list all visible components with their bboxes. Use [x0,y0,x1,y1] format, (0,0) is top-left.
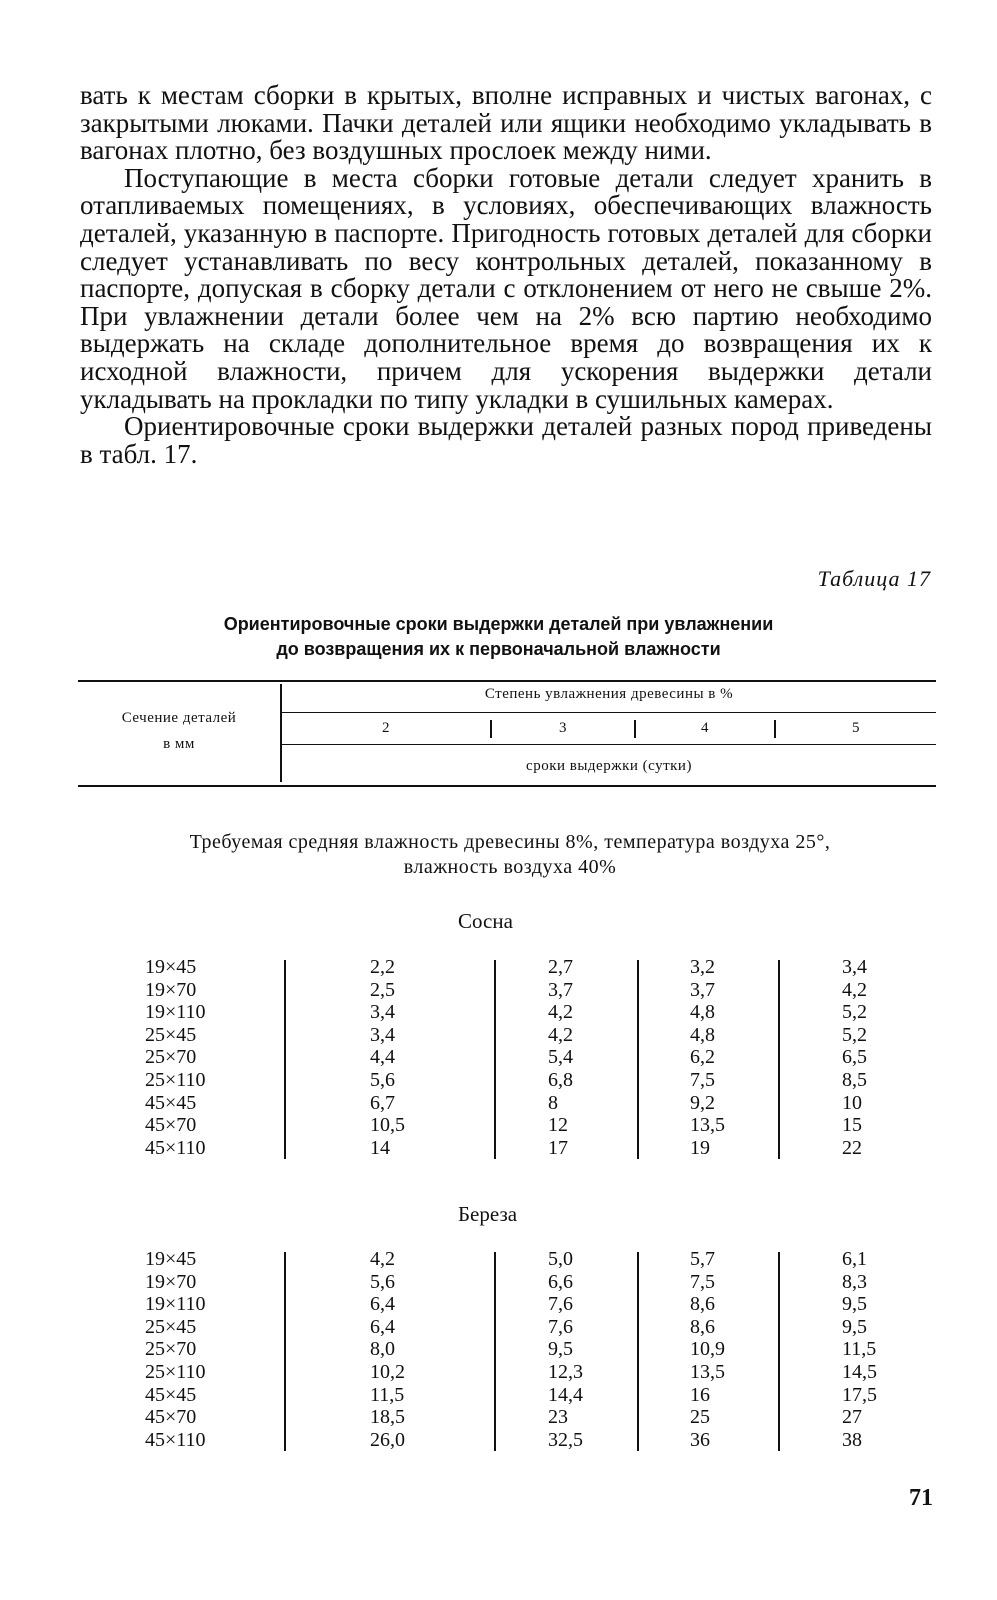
value-cell: 10,9 [690,1338,725,1361]
table-row [0,1248,997,1271]
table-row [0,956,997,979]
table-row [0,979,997,1002]
table-title-line: Ориентировочные сроки выдержки деталей при увлажнении [223,614,774,634]
terms-label: сроки выдержки (сутки) [526,758,692,774]
table-label: Таблица 17 [817,566,931,591]
table-title-line: до возвращения их к первоначальной влажности [276,639,721,659]
column-divider [284,960,286,1159]
table-row [0,1429,997,1452]
value-cell: 5,6 [370,1270,395,1293]
value-cell: 32,5 [548,1428,583,1451]
section-label: в мм [163,736,195,752]
table-row [0,1137,997,1160]
value-cell: 12,3 [548,1361,583,1383]
section-size-cell: 25×110 [145,1361,206,1383]
table-header [78,680,936,788]
section-size-cell: 25×45 [145,1315,197,1338]
section-size-cell: 19×70 [145,1270,197,1293]
section-label: Сечение деталей [121,710,237,726]
value-cell: 25 [690,1406,710,1429]
value-cell: 6,8 [548,1069,573,1091]
value-cell: 5,7 [690,1248,715,1270]
section-size-cell: 19×110 [145,1001,206,1024]
value-cell: 5,2 [842,1001,867,1024]
value-cell: 13,5 [690,1114,725,1137]
value-cell: 6,5 [842,1046,867,1069]
value-cell: 6,7 [370,1091,395,1114]
paragraph: вать к местам сборки в крытых, вполне исправных и чистых вагонах, с закрытыми люками. Пачки деталей или ящики необходимо укладывать в вагонах плотно, без воздушных прослоек между ними. [80,80,932,166]
value-cell: 18,5 [370,1406,405,1429]
value-cell: 5,0 [548,1248,573,1270]
column-divider [494,960,496,1159]
value-cell: 14 [370,1136,390,1159]
value-cell: 7,6 [548,1293,573,1316]
value-cell: 23 [548,1406,568,1429]
table-row [0,1046,997,1069]
value-cell: 3,4 [842,956,867,978]
section-size-cell: 19×45 [145,1248,197,1270]
value-cell: 16 [690,1383,710,1406]
value-cell: 7,6 [548,1315,573,1338]
table-row [0,1384,997,1407]
value-cell: 5,6 [370,1069,395,1091]
value-cell: 7,5 [690,1069,715,1091]
table-row [0,1316,997,1339]
value-cell: 13,5 [690,1361,725,1383]
table-row [0,1001,997,1024]
value-cell: 2,5 [370,978,395,1001]
value-cell: 3,4 [370,1001,395,1024]
value-cell: 5,4 [548,1046,573,1069]
value-cell: 14,4 [548,1383,583,1406]
column-divider [284,1252,286,1451]
value-cell: 8,5 [842,1069,867,1091]
value-cell: 26,0 [370,1428,405,1451]
value-cell: 4,4 [370,1046,395,1069]
table-row [0,1293,997,1316]
table-row [0,1092,997,1115]
table-row [0,1114,997,1137]
conditions-note [0,830,997,880]
value-cell: 3,2 [690,956,715,978]
value-cell: 5,2 [842,1023,867,1046]
value-cell: 17 [548,1136,568,1159]
section-size-cell: 45×45 [145,1383,197,1406]
degree-label: Степень увлажнения древесины в % [484,686,734,702]
value-cell: 4,2 [548,1001,573,1024]
section-size-cell: 45×70 [145,1114,197,1137]
value-cell: 7,5 [690,1270,715,1293]
value-cell: 9,5 [548,1338,573,1361]
value-cell: 38 [842,1428,862,1451]
value-cell: 11,5 [842,1338,877,1361]
table-row [0,1406,997,1429]
value-cell: 6,4 [370,1315,395,1338]
value-cell: 10,2 [370,1361,405,1383]
section-size-cell: 25×110 [145,1069,206,1091]
value-cell: 19 [690,1136,710,1159]
table-title [0,612,997,662]
section-size-cell: 25×70 [145,1338,197,1361]
section-size-cell: 19×110 [145,1293,206,1316]
value-cell: 8,6 [690,1293,715,1316]
value-cell: 8 [548,1091,558,1114]
pine-section-title: Сосна [458,909,513,933]
column-divider [494,1252,496,1451]
table-row [0,1361,997,1384]
table-row [0,1024,997,1047]
degree-cell: 4 [701,720,709,736]
value-cell: 6,1 [842,1248,867,1270]
value-cell: 12 [548,1114,568,1137]
value-cell: 9,2 [690,1091,715,1114]
conditions-line: влажность воздуха 40% [403,856,617,878]
value-cell: 11,5 [370,1383,405,1406]
section-size-cell: 25×70 [145,1046,197,1069]
value-cell: 2,7 [548,956,573,978]
value-cell: 4,8 [690,1023,715,1046]
value-cell: 9,5 [842,1315,867,1338]
value-cell: 3,4 [370,1023,395,1046]
value-cell: 6,4 [370,1293,395,1316]
column-divider [637,960,639,1159]
section-size-cell: 25×45 [145,1023,197,1046]
degree-cell: 2 [382,720,390,736]
value-cell: 17,5 [842,1383,877,1406]
value-cell: 6,6 [548,1270,573,1293]
section-size-cell: 19×45 [145,956,197,978]
value-cell: 6,2 [690,1046,715,1069]
section-size-cell: 45×110 [145,1136,206,1159]
header-bottom-rule [78,785,936,787]
column-divider [778,960,780,1159]
value-cell: 2,2 [370,956,395,978]
value-cell: 4,2 [548,1023,573,1046]
degree-cell: 3 [559,720,567,736]
column-divider [778,1252,780,1451]
value-cell: 15 [842,1114,862,1137]
column-divider [637,1252,639,1451]
value-cell: 36 [690,1428,710,1451]
table-row [0,1271,997,1294]
section-size-cell: 45×70 [145,1406,197,1429]
table-row [0,1338,997,1361]
degree-cell: 5 [852,720,860,736]
value-cell: 10,5 [370,1114,405,1137]
paragraph: Ориентировочные сроки выдержки деталей разных пород приведены в табл. 17. [80,411,932,469]
header-top-rule [78,680,936,682]
section-size-cell: 45×110 [145,1428,206,1451]
birch-section-title: Береза [458,1202,518,1226]
value-cell: 3,7 [690,978,715,1001]
header-rule [280,744,936,745]
value-cell: 8,6 [690,1315,715,1338]
section-size-cell: 45×45 [145,1091,197,1114]
paragraph: Поступающие в места сборки готовые детали следует хранить в отапливаемых помещениях, в условиях, обеспечивающих влажность деталей, указанную в паспорте. Пригодность готовых деталей для сборки следует устанавливать по весу контрольных деталей, показанному в паспорте, допуская в сборку детали с отклонением от него не свыше 2%. При увлажнении детали более чем на 2% всю партию необходимо выдержать на складе дополнительное время до возвращения их к исходной влажности, причем для ускорения выдержки детали укладывать на прокладки по типу укладки в сушильных камерах. [80,162,932,414]
header-rule [280,712,936,713]
value-cell: 4,2 [842,978,867,1001]
value-cell: 8,3 [842,1270,867,1293]
value-cell: 4,8 [690,1001,715,1024]
value-cell: 27 [842,1406,862,1429]
value-cell: 8,0 [370,1338,395,1361]
conditions-line: Требуемая средняя влажность древесины 8%, температура воздуха 25°, [189,831,831,853]
table-row [0,1069,997,1092]
value-cell: 10 [842,1091,862,1114]
value-cell: 14,5 [842,1361,877,1383]
value-cell: 22 [842,1136,862,1159]
value-cell: 9,5 [842,1293,867,1316]
section-size-cell: 19×70 [145,978,197,1001]
value-cell: 4,2 [370,1248,395,1270]
value-cell: 3,7 [548,978,573,1001]
body-text [80,82,932,468]
page-number: 71 [909,1485,933,1511]
